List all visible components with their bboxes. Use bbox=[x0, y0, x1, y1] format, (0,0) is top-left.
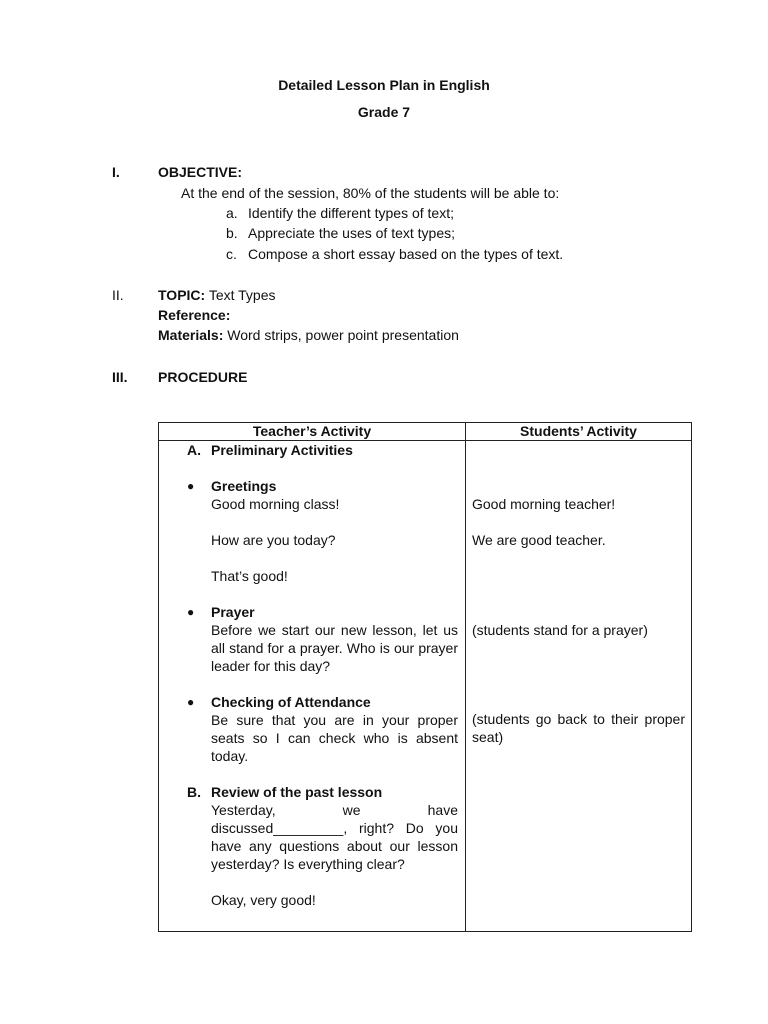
table-row bbox=[159, 441, 692, 932]
student-response: (students stand for a prayer) bbox=[472, 622, 648, 638]
objective-item bbox=[226, 245, 563, 263]
students-activity-cell bbox=[466, 441, 692, 932]
greetings-line: How are you today? bbox=[211, 532, 336, 548]
review-title: Review of the past lesson bbox=[211, 784, 383, 800]
attendance-block bbox=[181, 693, 458, 765]
student-response: We are good teacher. bbox=[472, 532, 606, 548]
objective-item bbox=[226, 224, 455, 242]
greetings-title: Greetings bbox=[211, 478, 277, 494]
materials-value: Word strips, power point presentation bbox=[223, 327, 459, 343]
section-number: III. bbox=[112, 369, 128, 385]
attendance-text: Be sure that you are in your proper seats so I can check who is absent today. bbox=[211, 712, 458, 764]
prayer-text: Before we start our new lesson, let us all stand for a prayer. Who is our prayer leader for this day? bbox=[211, 622, 458, 674]
greetings-block bbox=[181, 477, 458, 585]
table-header-row bbox=[159, 423, 692, 441]
topic-label: TOPIC: bbox=[158, 287, 206, 303]
review-text: Yesterday, we have discussed_________, right? Do you have any questions about our lesson yesterday? Is everything clear? bbox=[211, 802, 458, 872]
header-students-activity: Students’ Activity bbox=[466, 423, 692, 441]
bullet-icon: ● bbox=[187, 479, 195, 493]
item-text: Appreciate the uses of text types; bbox=[248, 225, 456, 241]
item-letter: b. bbox=[226, 225, 238, 241]
materials-line bbox=[158, 326, 459, 344]
teacher-activity-cell bbox=[159, 441, 466, 932]
activity-table bbox=[158, 422, 692, 932]
document-title: Detailed Lesson Plan in English bbox=[278, 77, 490, 93]
topic-line bbox=[158, 286, 276, 304]
prayer-block bbox=[181, 603, 458, 675]
topic-value: Text Types bbox=[205, 287, 276, 303]
item-marker: A. bbox=[187, 442, 201, 458]
objective-item bbox=[226, 204, 454, 222]
review-block bbox=[181, 783, 458, 909]
section-number: II. bbox=[112, 287, 124, 303]
greetings-line: That’s good! bbox=[211, 568, 288, 584]
prayer-title: Prayer bbox=[211, 604, 255, 620]
header-teacher-activity: Teacher’s Activity bbox=[159, 423, 466, 441]
bullet-icon: ● bbox=[187, 605, 195, 619]
section-number: I. bbox=[112, 164, 120, 180]
section-heading: PROCEDURE bbox=[158, 369, 248, 385]
grade-level: Grade 7 bbox=[357, 104, 411, 120]
objective-intro: At the end of the session, 80% of the students will be able to: bbox=[181, 185, 560, 201]
item-letter: c. bbox=[226, 246, 237, 262]
section-heading: OBJECTIVE: bbox=[158, 164, 243, 180]
greetings-line: Good morning class! bbox=[211, 496, 340, 512]
bullet-icon: ● bbox=[187, 695, 195, 709]
student-response: (students go back to their proper seat) bbox=[472, 711, 685, 745]
reference-label: Reference: bbox=[158, 307, 231, 323]
item-text: Compose a short essay based on the types of text. bbox=[248, 246, 564, 262]
materials-label: Materials: bbox=[158, 327, 224, 343]
item-marker: B. bbox=[187, 784, 201, 800]
preliminary-title: Preliminary Activities bbox=[211, 442, 353, 458]
review-close: Okay, very good! bbox=[211, 892, 316, 908]
preliminary-heading bbox=[181, 441, 458, 459]
item-letter: a. bbox=[226, 205, 238, 221]
item-text: Identify the different types of text; bbox=[248, 205, 454, 221]
student-response: Good morning teacher! bbox=[472, 496, 616, 512]
attendance-title: Checking of Attendance bbox=[211, 694, 371, 710]
